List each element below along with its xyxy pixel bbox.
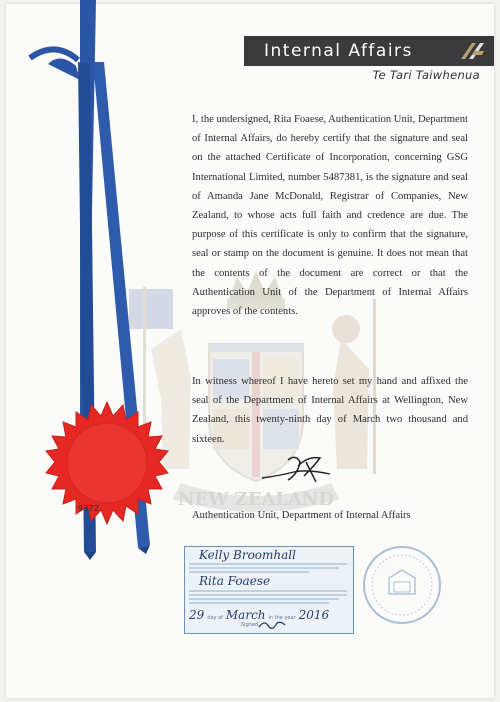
stamp-fine-print-1: [189, 561, 349, 574]
stamp-signed-label: Signed: [241, 622, 259, 628]
stamp-year: 2016: [298, 608, 330, 622]
seal-number: 9372: [78, 504, 100, 513]
department-subtitle: Te Tari Taiwhenua: [372, 68, 480, 82]
stamp-month: March: [225, 608, 266, 622]
stamp-signature: [257, 619, 287, 631]
watermark-banner-text: NEW ZEALAND: [177, 489, 335, 510]
issuer-line: Authentication Unit, Department of Internal Affairs: [192, 510, 411, 521]
stamp-year-label: in the year: [268, 615, 296, 621]
certification-paragraph: I, the undersigned, Rita Foaese, Authentication Unit, Department of Internal Affairs, do hereby certify that the signature and seal on the attached Certificate of Incorporation, concerning GSG International Limited, number 5487381, is the signature and seal of Amanda Jane McDonald, Registrar of Companies, New Zealand, to whose acts full faith and credence are due. The purpose of this certificate is only to confirm that the signature, seal or stamp on the document is genuine. It does not mean that the contents of the document are correct or that the Authentication Unit of the Department of Internal Affairs approves of the contents.: [192, 114, 468, 318]
round-embossed-stamp: [361, 544, 443, 626]
red-wax-seal: [44, 400, 170, 526]
authentication-stamp: [184, 546, 354, 634]
stamp-name-2: Rita Foaese: [199, 574, 271, 588]
header-bar: [244, 36, 494, 66]
blue-ribbon: [0, 0, 200, 702]
signature: [258, 452, 336, 488]
koru-emblem-icon: [458, 39, 488, 63]
stamp-day: 29: [189, 608, 205, 622]
stamp-day-label: day of: [207, 615, 223, 621]
witness-paragraph: In witness whereof I have hereto set my hand and affixed the seal of the Department of Internal Affairs at Wellington, New Zealand, this twenty-ninth day of March two thousand and sixteen.: [192, 376, 468, 445]
stamp-fine-print-2: [189, 589, 349, 606]
stamp-name-1: Kelly Broomhall: [199, 548, 296, 562]
department-title: Internal Affairs: [264, 41, 413, 61]
